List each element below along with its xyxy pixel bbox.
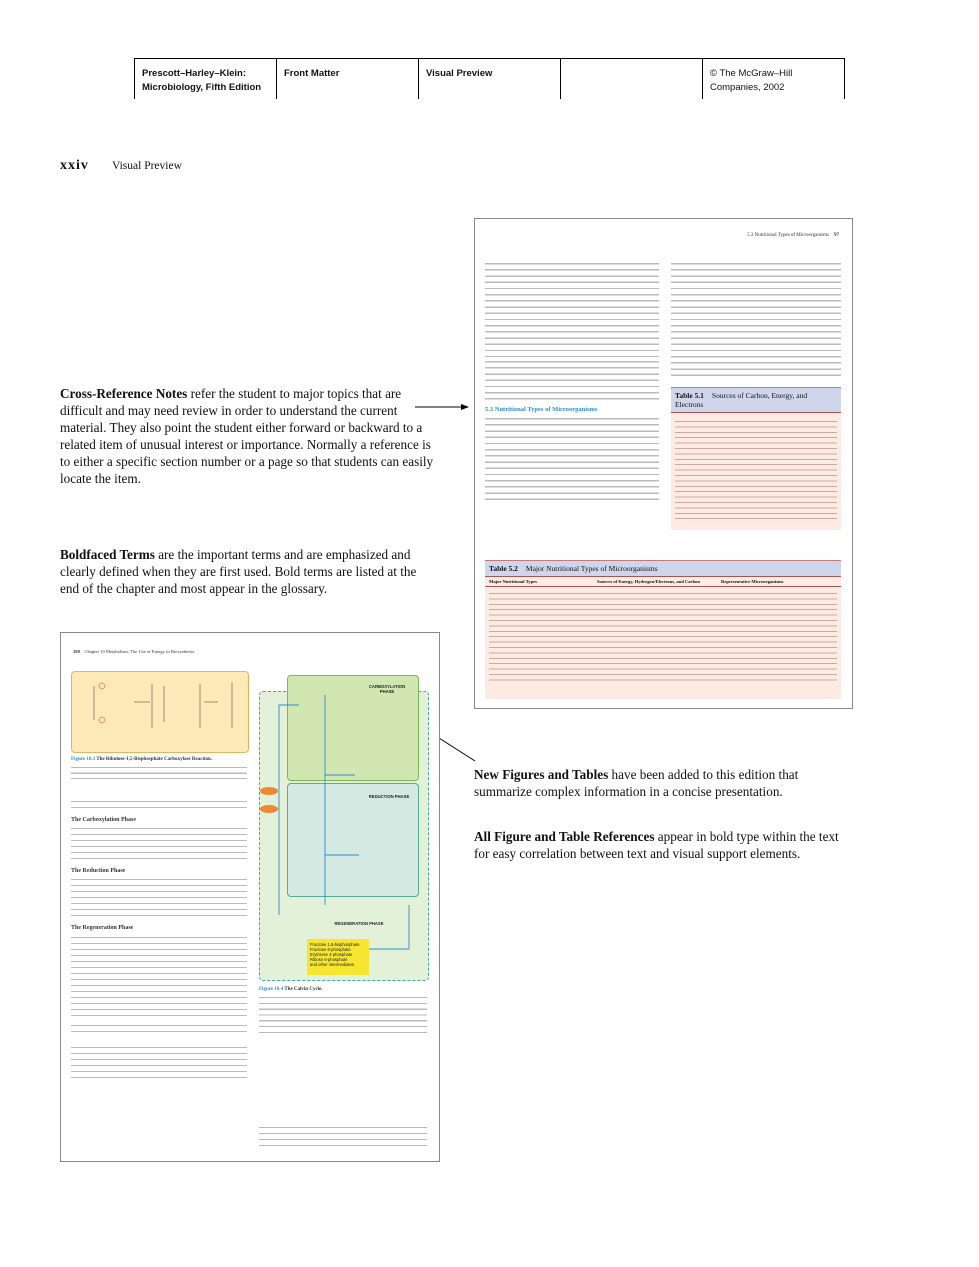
col-header: Major Nutritional Types — [489, 579, 537, 584]
inset-page-97-lower — [474, 558, 853, 709]
note-text: have been added to this edition that summarize complex information in a concise presentation. — [474, 767, 799, 799]
table-caption: Sources of Carbon, Energy, and Electrons — [675, 391, 808, 409]
page-title: Visual Preview — [112, 160, 182, 172]
table-label: Table 5.1 — [675, 391, 704, 400]
regeneration-phase-label: REGENERATION PHASE — [334, 921, 384, 926]
inset-bottom-running-head — [73, 649, 273, 655]
text-lines — [485, 416, 659, 502]
inset-section-head: 5.3 Nutritional Types of Microorganisms — [485, 406, 598, 413]
inset-page-97 — [474, 218, 853, 560]
running-head-text: Chapter 10 Metabolism: The Use of Energy in Biosynthesis — [84, 649, 195, 654]
list-item: Ribose 5-phosphate — [310, 957, 348, 962]
note-term: Cross-Reference Notes — [60, 386, 188, 401]
text-lines — [485, 261, 659, 357]
table-caption: Major Nutritional Types of Microorganisms — [525, 564, 658, 573]
figure-10-3 — [71, 671, 249, 753]
inset-running-head — [485, 233, 839, 239]
table-label: Table 5.2 — [489, 564, 518, 573]
header-book-line2: Microbiology, Fifth Edition — [142, 82, 262, 93]
text-lines — [71, 765, 247, 779]
header-book-line1: Prescott–Harley–Klein: — [142, 68, 247, 79]
figure-10-3-caption — [71, 757, 247, 779]
table-rows — [675, 419, 837, 519]
running-head-text: 5.3 Nutritional Types of Microorganisms — [747, 233, 829, 238]
col-header: Sources of Energy, Hydrogen/Electrons, and Carbon — [597, 579, 700, 584]
heading-carboxylation: The Carboxylation Phase — [71, 817, 137, 823]
inset-bottom-right-text — [259, 1125, 427, 1147]
text-lines — [71, 935, 247, 1017]
inset-right-column — [671, 261, 841, 379]
figure-10-3-diagram — [72, 672, 248, 752]
inset-page-208 — [60, 632, 440, 1162]
text-lines — [71, 799, 247, 811]
list-item: Fructose 1,6-bisphosphate — [310, 942, 360, 947]
calvin-cycle-arrows — [259, 675, 431, 979]
note-term: Boldfaced Terms — [60, 547, 155, 562]
figure-title: The Ribulose-1,5-Bisphosphate Carboxylase Reaction. — [96, 757, 213, 762]
note-text: refer the student to major topics that are difficult and may need review in order to understand the current material. They also point the student either forward or backward to a related item of unusual interest or importance. Normally a reference is to either a specific section number or a page so that students can easily locate the item. — [60, 386, 434, 486]
note-text: are the important terms and are emphasized and clearly defined when they are first used. Bold terms are listed at the end of the chapter and most appear in the glossary. — [60, 547, 417, 596]
figure-label: Figure 10.4 — [259, 987, 284, 992]
carboxylation-phase-label: CARBOXYLATION PHASE — [368, 684, 406, 694]
text-lines — [259, 995, 427, 1037]
table-5-2-title — [485, 561, 841, 577]
note-term: All Figure and Table References — [474, 829, 655, 844]
col-header: Representative Microorganisms — [721, 579, 784, 584]
header-copyright-line2: Companies, 2002 — [710, 82, 785, 93]
note-term: New Figures and Tables — [474, 767, 609, 782]
inset-bottom-left-text — [71, 799, 247, 1081]
table-5-2-header — [485, 577, 841, 587]
figure-10-4-caption — [259, 987, 427, 1037]
table-5-1 — [671, 387, 841, 530]
equation-lines — [71, 1023, 247, 1037]
heading-regeneration: The Regeneration Phase — [71, 925, 134, 932]
text-lines — [71, 877, 247, 919]
figure-title: The Calvin Cycle. — [284, 987, 323, 992]
inset-left-column — [485, 261, 659, 502]
header-section: Front Matter — [276, 59, 418, 99]
table-rows — [489, 591, 837, 683]
text-lines — [71, 1045, 247, 1081]
header-copyright-line1: © The McGraw–Hill — [710, 68, 793, 79]
note-text: appear in bold type within the text for easy correlation between text and visual support elements. — [474, 829, 839, 861]
page-number: xxiv — [60, 158, 89, 173]
table-5-2 — [485, 560, 841, 699]
header-part: Visual Preview — [418, 59, 560, 99]
figure-label: Figure 10.3 — [71, 757, 96, 762]
text-lines — [485, 359, 659, 401]
running-head-page: 97 — [834, 233, 839, 238]
heading-reduction: The Reduction Phase — [71, 868, 126, 875]
text-lines — [71, 826, 247, 862]
reduction-phase-label: REDUCTION PHASE — [368, 794, 410, 799]
list-item: and other intermediates — [310, 962, 354, 967]
list-item: Fructose 6-phosphate — [310, 947, 351, 952]
table-5-1-title — [671, 388, 841, 413]
list-item: Erythrose 4-phosphate — [310, 952, 353, 957]
running-head-page: 208 — [73, 649, 80, 654]
